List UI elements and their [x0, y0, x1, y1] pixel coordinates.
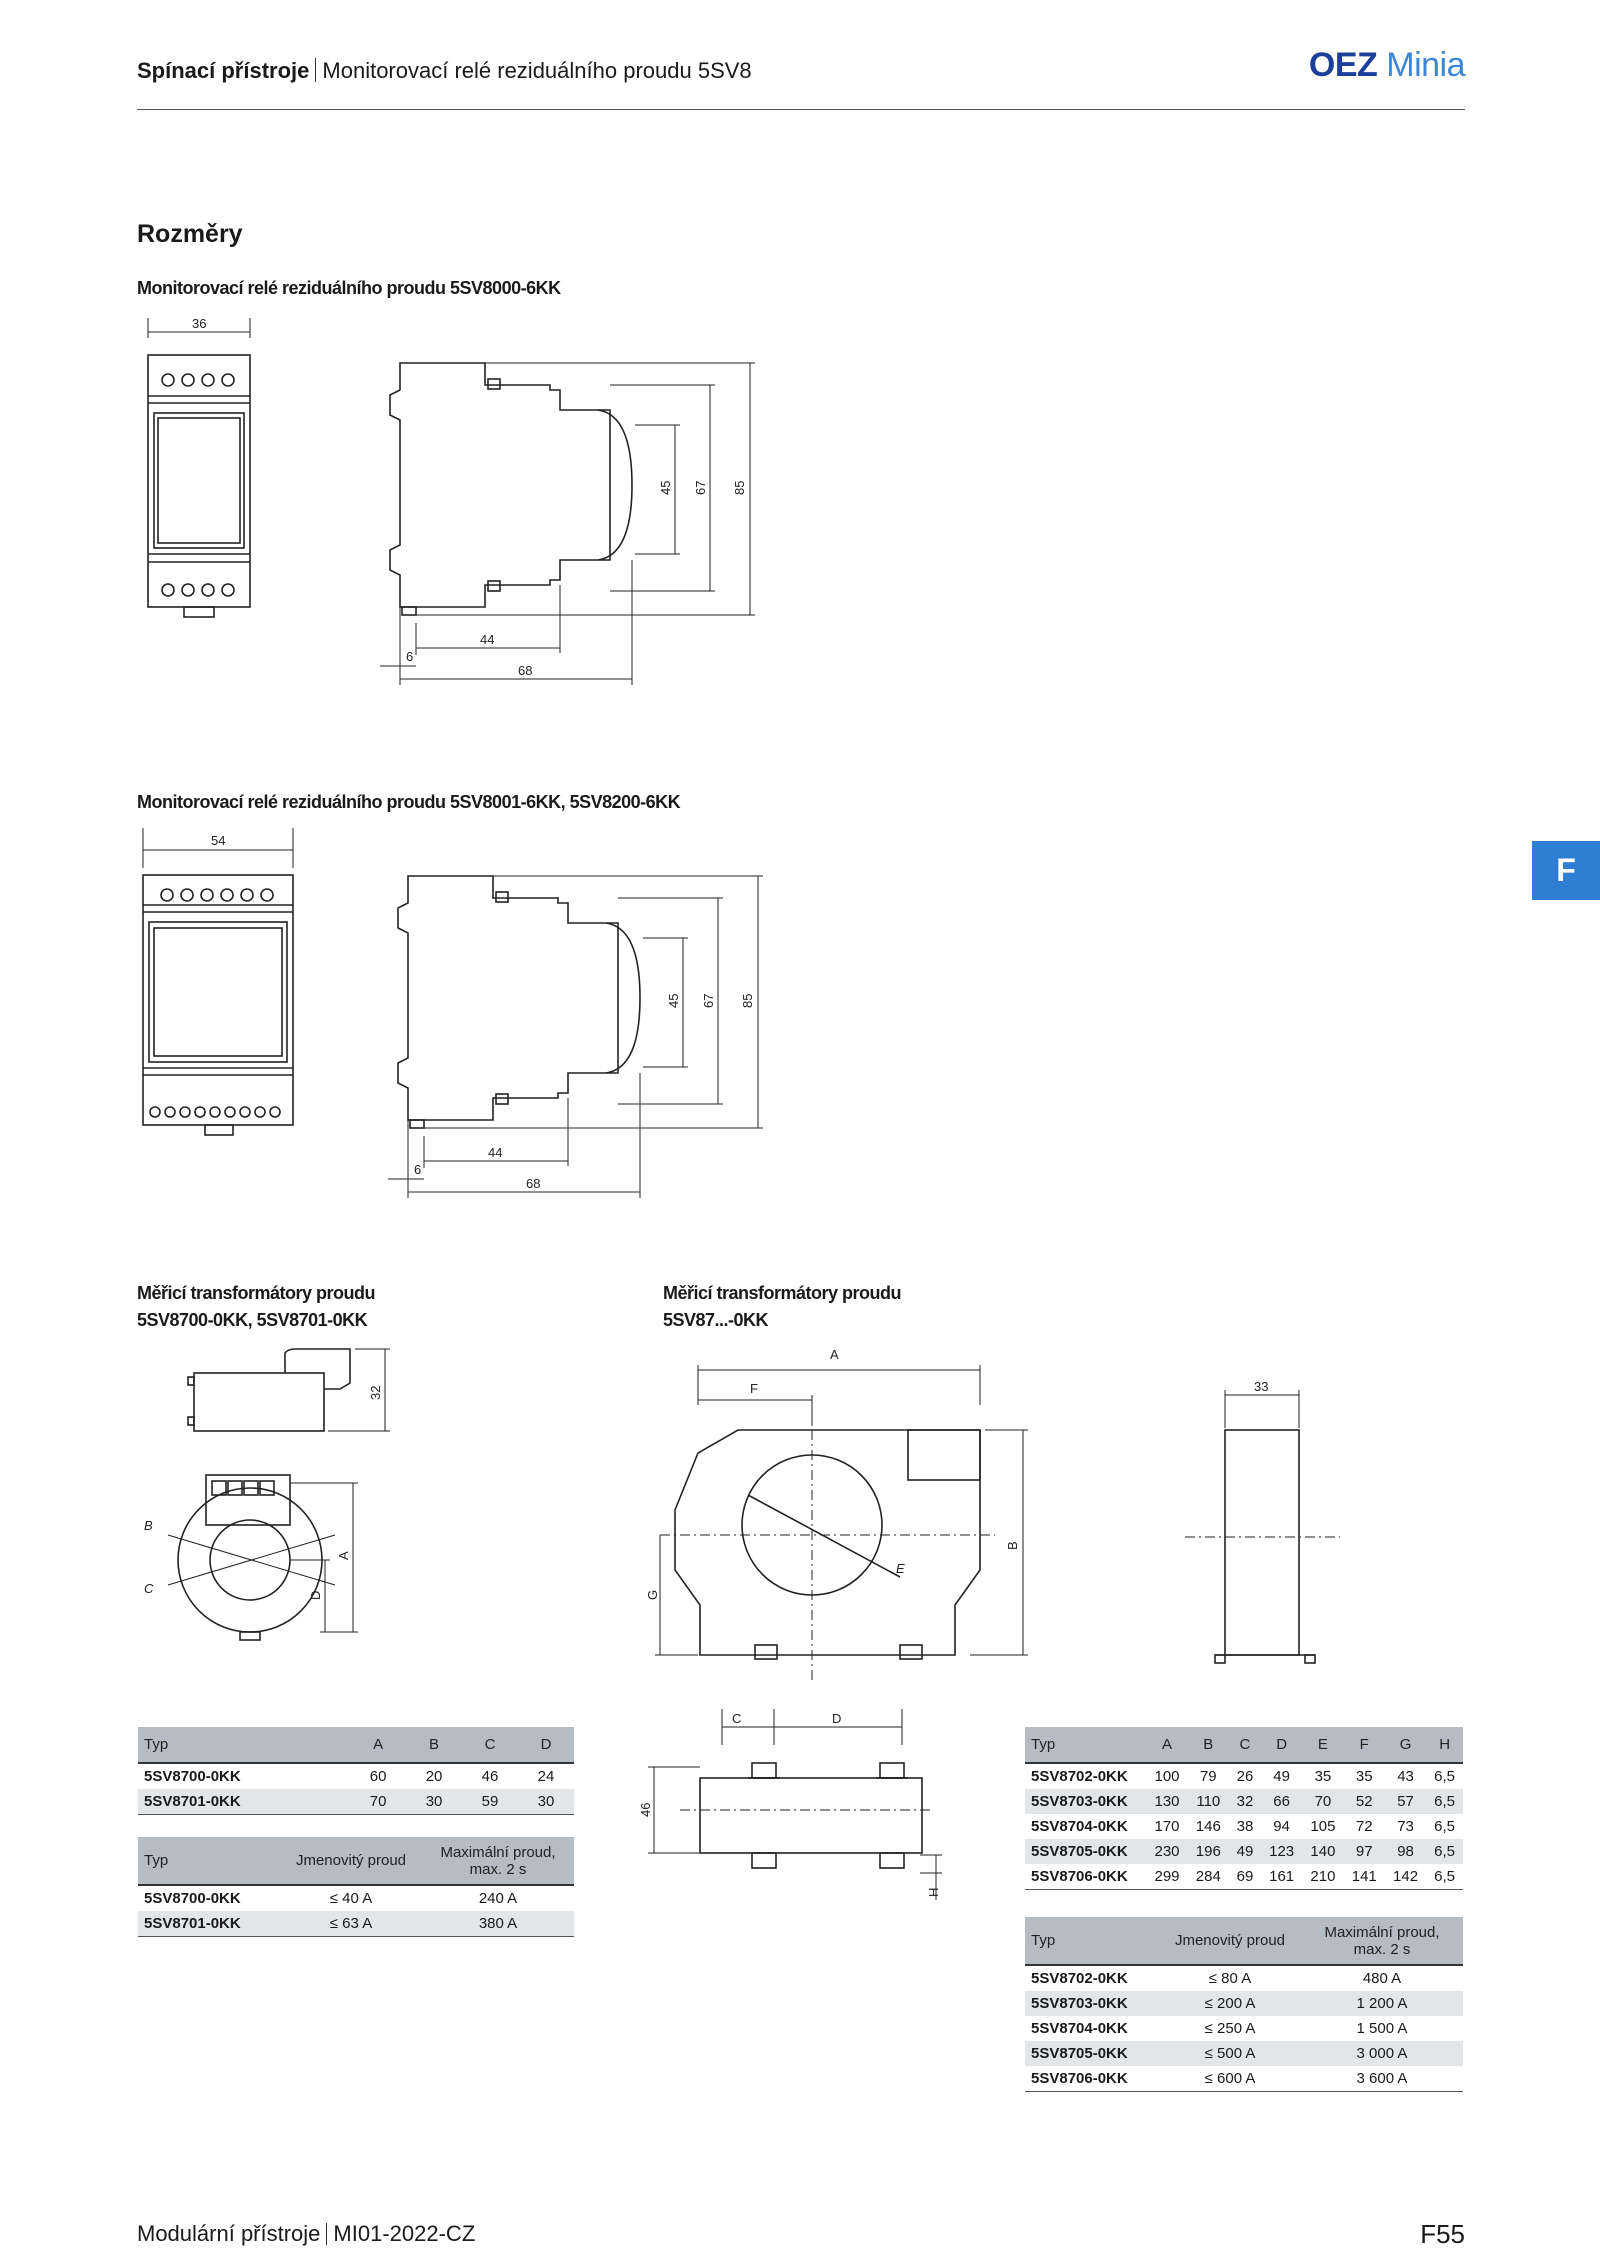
col-header: F: [1344, 1727, 1385, 1763]
table-cell: ≤ 600 A: [1159, 2066, 1301, 2092]
ct-small-dim-C: C: [144, 1581, 154, 1596]
table-cell: 24: [537, 1768, 555, 1785]
col-header: D: [1261, 1727, 1302, 1763]
table-cell: 70: [350, 1789, 406, 1815]
table-cell: 210: [1302, 1864, 1343, 1890]
ct-large-current-table: [1025, 1917, 1463, 2092]
relay1-side-drawing: [370, 355, 770, 685]
brand-logo: [1309, 46, 1465, 85]
table-cell: 141: [1344, 1864, 1385, 1890]
brand-minia: Minia: [1386, 46, 1465, 84]
relay2-side-drawing: [378, 868, 778, 1198]
col-header: A: [350, 1727, 406, 1763]
ct-large-dim-46: 46: [638, 1802, 653, 1817]
table-cell: 230: [1146, 1839, 1187, 1864]
brand-oez: OEZ: [1308, 46, 1378, 84]
table-cell: 299: [1146, 1864, 1187, 1890]
relay1-dim-67: 67: [693, 480, 708, 495]
table-row: [1025, 1814, 1463, 1839]
relay2-dim-85: 85: [740, 993, 755, 1008]
table-cell: 5SV8704-0KK: [1031, 2020, 1128, 2037]
col-header: C: [1229, 1727, 1261, 1763]
table-cell: 284: [1188, 1864, 1229, 1890]
table-cell: 380 A: [422, 1911, 574, 1937]
table-cell: 72: [1355, 1818, 1373, 1835]
table-cell: 196: [1188, 1839, 1229, 1864]
table-cell: 5SV8700-0KK: [144, 1890, 241, 1907]
ct-large-dim-A: A: [830, 1347, 839, 1362]
col-header: H: [1426, 1727, 1463, 1763]
table-cell: 5SV8706-0KK: [1025, 1864, 1146, 1890]
col-header: Jmenovitý proud: [280, 1837, 422, 1885]
section-tab: F: [1532, 841, 1600, 900]
relay1-front-drawing: [140, 310, 270, 630]
ct-small-dim-A: A: [336, 1551, 351, 1560]
table-row: [1025, 1839, 1463, 1864]
ct-small-title-line2: 5SV8700-0KK, 5SV8701-0KK: [137, 1310, 368, 1330]
col-header: Typ: [138, 1727, 350, 1763]
col-header: B: [406, 1727, 462, 1763]
table-cell: 32: [1229, 1789, 1261, 1814]
table-cell: 97: [1344, 1839, 1385, 1864]
page-number: F55: [1420, 2219, 1465, 2249]
table-cell: 6,5: [1426, 1864, 1463, 1890]
table-cell: 5SV8703-0KK: [1025, 1991, 1159, 2016]
table-cell: 35: [1314, 1768, 1332, 1785]
col-header: Typ: [1025, 1917, 1159, 1965]
table-cell: 69: [1229, 1864, 1261, 1890]
table-cell: 43: [1397, 1768, 1414, 1785]
table-cell: 59: [462, 1789, 518, 1815]
footer-doc-code: MI01-2022-CZ: [333, 2221, 476, 2246]
ct-small-dim-D: D: [308, 1590, 323, 1600]
table-cell: 35: [1355, 1768, 1373, 1785]
table-cell: ≤ 40 A: [329, 1890, 373, 1907]
table-row: [1025, 2041, 1463, 2066]
ct-small-front-drawing: [140, 1465, 380, 1645]
table-cell: 6,5: [1426, 1789, 1463, 1814]
table-cell: 98: [1385, 1839, 1426, 1864]
table-cell: 5SV8701-0KK: [138, 1911, 280, 1937]
table-cell: 140: [1302, 1839, 1343, 1864]
table-cell: 60: [369, 1768, 387, 1785]
header-separator: [315, 58, 316, 82]
header-breadcrumb: [137, 58, 752, 84]
relay2-dim-67: 67: [701, 993, 716, 1008]
table-cell: 3 600 A: [1301, 2066, 1463, 2092]
ct-large-front-drawing: [645, 1345, 1050, 1685]
ct-large-title: [663, 1280, 901, 1334]
col-header: A: [1146, 1727, 1187, 1763]
table-cell: ≤ 250 A: [1204, 2020, 1256, 2037]
relay2-dim-68: 68: [526, 1176, 541, 1191]
table-cell: 66: [1261, 1789, 1302, 1814]
table-cell: 240 A: [478, 1890, 518, 1907]
table-cell: 105: [1310, 1818, 1336, 1835]
table-cell: 110: [1188, 1789, 1229, 1814]
ct-large-dim-C: C: [732, 1711, 742, 1726]
ct-small-side-drawing: [180, 1345, 400, 1445]
table-cell: 5SV8702-0KK: [1031, 1970, 1128, 1987]
table-cell: 142: [1385, 1864, 1426, 1890]
table-cell: 5SV8700-0KK: [144, 1768, 241, 1785]
table-cell: 146: [1195, 1818, 1221, 1835]
footer-label: [137, 2221, 475, 2247]
table-cell: 79: [1199, 1768, 1217, 1785]
table-row: [138, 1763, 574, 1789]
col-header: Typ: [1025, 1727, 1146, 1763]
table-row: [1025, 1763, 1463, 1789]
relay2-dim-44: 44: [488, 1145, 503, 1160]
col-header: Jmenovitý proud: [1159, 1917, 1301, 1965]
col-header: Maximální proud, max. 2 s: [1301, 1917, 1463, 1965]
table-cell: 6,5: [1426, 1839, 1463, 1864]
table-cell: 30: [518, 1789, 574, 1815]
relay2-dim-6: 6: [414, 1162, 422, 1177]
ct-large-dimensions-table: [1025, 1727, 1463, 1890]
ct-large-dim-E: E: [896, 1561, 905, 1576]
header-category: Spínací přístroje: [137, 58, 310, 83]
table-row: [138, 1885, 574, 1911]
table-cell: 20: [425, 1768, 443, 1785]
table-cell: 161: [1261, 1864, 1302, 1890]
table-cell: 52: [1344, 1789, 1385, 1814]
ct-large-dim-D: D: [832, 1711, 842, 1726]
ct-large-side-drawing: [1180, 1380, 1370, 1670]
relay2-front-drawing: [135, 820, 305, 1150]
relay1-dim-width: 36: [192, 316, 207, 331]
table-row: [138, 1789, 574, 1815]
relay1-dim-85: 85: [732, 480, 747, 495]
col-header: E: [1302, 1727, 1343, 1763]
relay1-dim-6: 6: [406, 649, 414, 664]
ct-large-title-line2: 5SV87...-0KK: [663, 1310, 769, 1330]
ct-small-current-table: [138, 1837, 574, 1937]
table-cell: 57: [1385, 1789, 1426, 1814]
table-cell: 123: [1261, 1839, 1302, 1864]
table-cell: 6,5: [1434, 1818, 1456, 1835]
relay1-dim-44: 44: [480, 632, 495, 647]
col-header: G: [1385, 1727, 1426, 1763]
ct-large-dim-F: F: [750, 1381, 758, 1396]
section-title: Rozměry: [137, 220, 243, 248]
table-cell: 70: [1302, 1789, 1343, 1814]
col-header: Maximální proud, max. 2 s: [422, 1837, 574, 1885]
table-row: [1025, 1965, 1463, 1991]
table-cell: 1 500 A: [1356, 2020, 1408, 2037]
ct-large-top-drawing: [640, 1705, 960, 1915]
table-cell: 480 A: [1362, 1970, 1402, 1987]
ct-large-title-line1: Měřicí transformátory proudu: [663, 1283, 902, 1303]
table-row: [1025, 2016, 1463, 2041]
relay2-dim-width: 54: [211, 833, 226, 848]
table-cell: ≤ 500 A: [1159, 2041, 1301, 2066]
header-divider: [137, 109, 1465, 110]
col-header: Typ: [138, 1837, 280, 1885]
table-cell: 38: [1236, 1818, 1254, 1835]
table-cell: 170: [1154, 1818, 1180, 1835]
table-cell: 6,5: [1434, 1768, 1456, 1785]
table-cell: 5SV8705-0KK: [1025, 1839, 1146, 1864]
col-header: D: [518, 1727, 574, 1763]
table-cell: 5SV8704-0KK: [1031, 1818, 1128, 1835]
relay1-dim-68: 68: [518, 663, 533, 678]
relay1-title: Monitorovací relé reziduálního proudu 5SV8000-6KK: [137, 278, 561, 298]
table-cell: 100: [1154, 1768, 1180, 1785]
table-cell: 26: [1236, 1768, 1254, 1785]
footer-separator: [326, 2223, 327, 2245]
table-cell: 5SV8701-0KK: [138, 1789, 350, 1815]
col-header: B: [1188, 1727, 1229, 1763]
col-header: C: [462, 1727, 518, 1763]
header-subtitle: Monitorovací relé reziduálního proudu 5SV8: [322, 58, 752, 83]
table-cell: 1 200 A: [1301, 1991, 1463, 2016]
table-cell: 73: [1397, 1818, 1414, 1835]
table-cell: 5SV8703-0KK: [1025, 1789, 1146, 1814]
table-cell: 94: [1273, 1818, 1290, 1835]
table-cell: 3 000 A: [1301, 2041, 1463, 2066]
ct-large-dim-H: H: [926, 1887, 941, 1897]
table-cell: 49: [1273, 1768, 1290, 1785]
table-cell: 5SV8702-0KK: [1031, 1768, 1128, 1785]
table-cell: 30: [406, 1789, 462, 1815]
table-cell: 130: [1146, 1789, 1187, 1814]
ct-small-dimensions-table: [138, 1727, 574, 1815]
ct-large-dim-33: 33: [1254, 1379, 1269, 1394]
table-row: [138, 1911, 574, 1937]
table-row: [1025, 2066, 1463, 2092]
footer-section: Modulární přístroje: [137, 2221, 321, 2246]
table-row: [1025, 1789, 1463, 1814]
relay1-dim-45: 45: [658, 480, 673, 495]
table-cell: 5SV8706-0KK: [1025, 2066, 1159, 2092]
table-cell: 46: [481, 1768, 499, 1785]
ct-small-dim-B: B: [144, 1518, 153, 1533]
table-cell: 49: [1229, 1839, 1261, 1864]
relay2-dim-45: 45: [666, 993, 681, 1008]
table-cell: 5SV8705-0KK: [1025, 2041, 1159, 2066]
table-cell: ≤ 63 A: [280, 1911, 422, 1937]
ct-small-title: [137, 1280, 375, 1334]
ct-small-title-line1: Měřicí transformátory proudu: [137, 1283, 376, 1303]
table-cell: ≤ 200 A: [1159, 1991, 1301, 2016]
table-cell: ≤ 80 A: [1208, 1970, 1252, 1987]
table-row: [1025, 1991, 1463, 2016]
ct-large-dim-G: G: [645, 1589, 660, 1600]
ct-small-dim-32: 32: [368, 1385, 383, 1400]
ct-large-dim-B: B: [1005, 1541, 1020, 1550]
table-row: [1025, 1864, 1463, 1890]
relay2-title: Monitorovací relé reziduálního proudu 5SV8001-6KK, 5SV8200-6KK: [137, 792, 681, 812]
